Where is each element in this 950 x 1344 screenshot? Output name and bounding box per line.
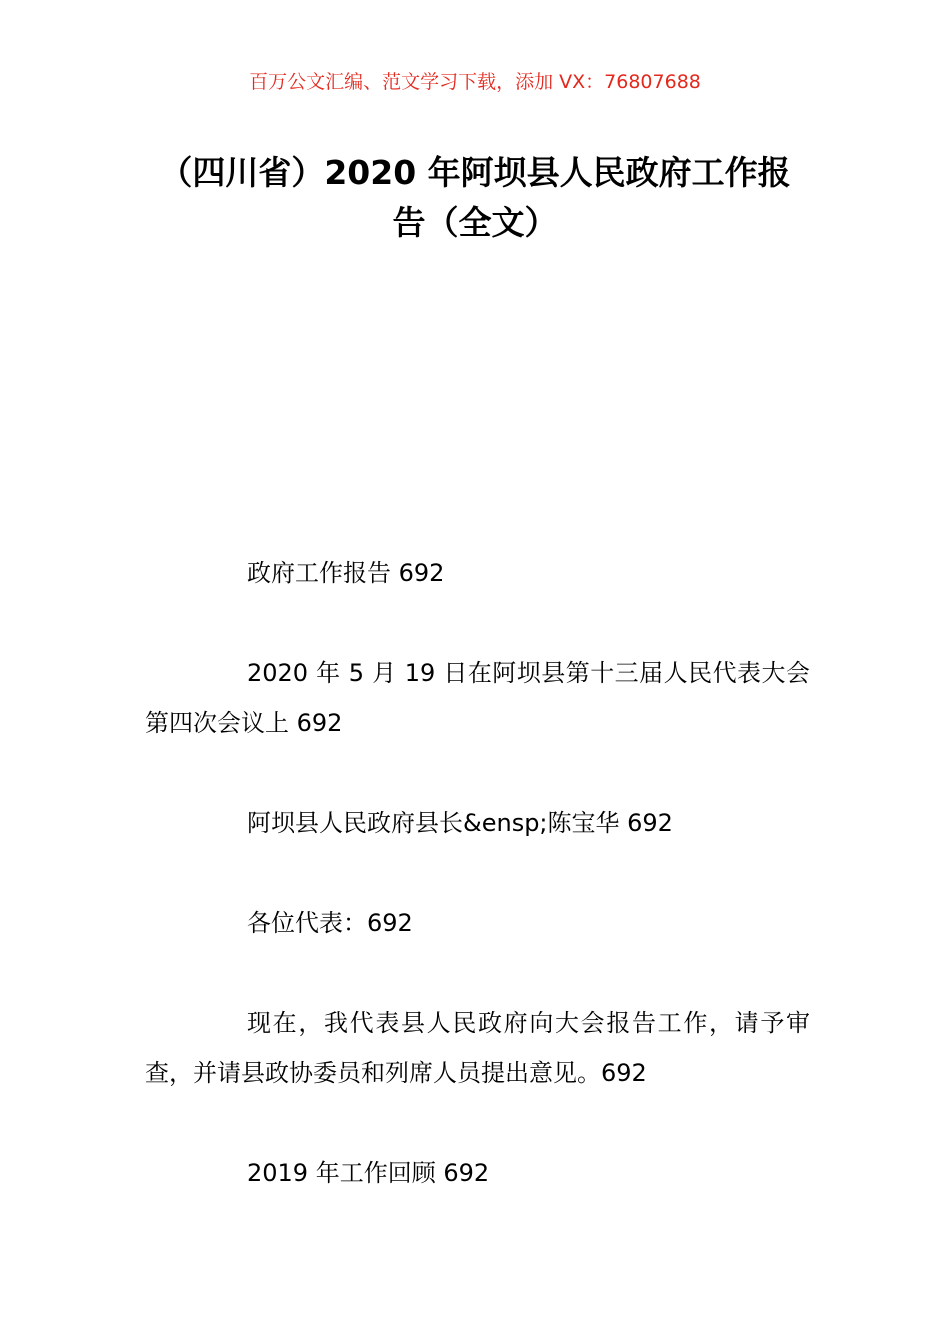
paragraph-section-heading: 2019 年工作回顾 692 (247, 1159, 490, 1187)
paragraph-speaker: 阿坝县人民政府县长&ensp;陈宝华 692 (247, 809, 673, 837)
document-body (145, 548, 810, 1248)
paragraph-opening: 现在，我代表县人民政府向大会报告工作，请予审查，并请县政协委员和列席人员提出意见。692 (145, 1009, 810, 1087)
header-note: 百万公文汇编、范文学习下载，添加 VX：76807688 (249, 71, 701, 93)
document-title-line-2: 告（全文） (392, 203, 558, 242)
document-title (140, 148, 810, 248)
paragraph-report-label: 政府工作报告 692 (247, 559, 445, 587)
paragraph-meeting-info: 2020 年 5 月 19 日在阿坝县第十三届人民代表大会第四次会议上 692 (145, 659, 810, 737)
paragraph-salutation: 各位代表：692 (247, 909, 413, 937)
document-title-line-1: （四川省）2020 年阿坝县人民政府工作报 (159, 153, 791, 192)
